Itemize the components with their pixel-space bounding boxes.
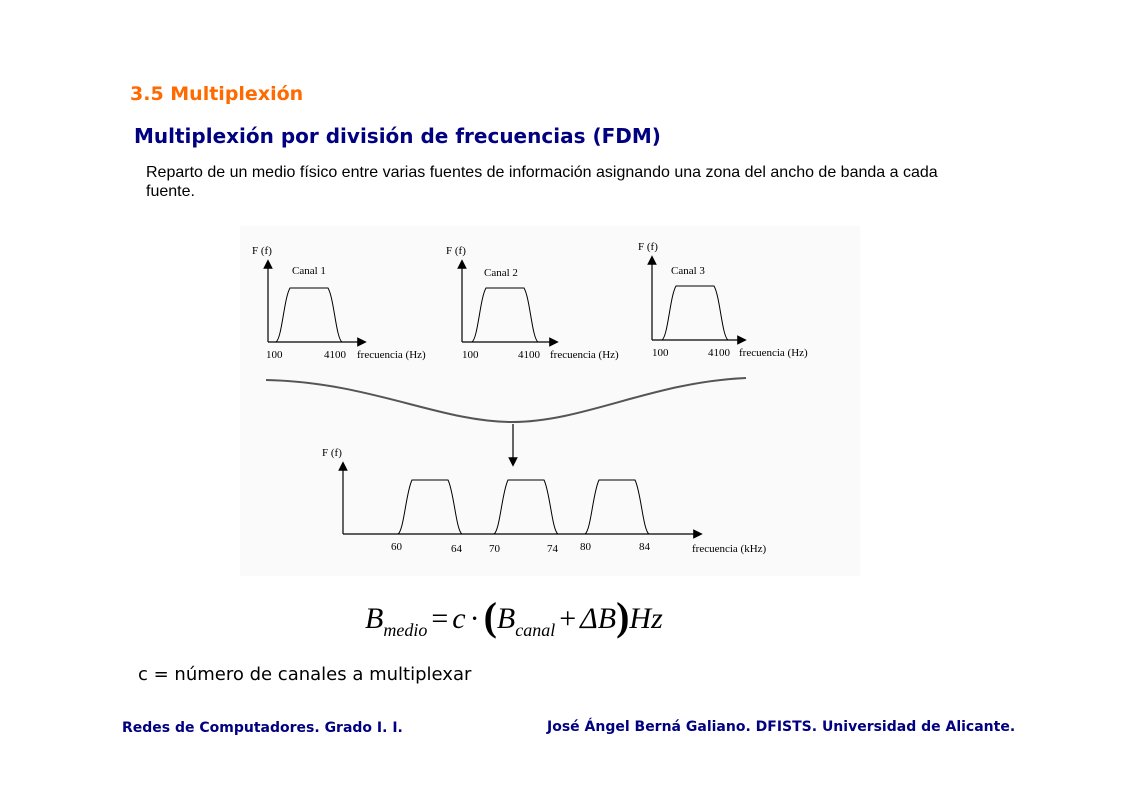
formula-lhs-sub: medio: [383, 620, 428, 640]
combined-tick-74: 74: [547, 543, 558, 555]
channel-count-note: c = número de canales a multiplexar: [138, 664, 472, 685]
formula-open-paren: (: [483, 594, 497, 639]
channel-1-axis-label: F (f): [252, 245, 272, 257]
channel-3-axis-label: F (f): [638, 241, 658, 253]
formula-b: B: [496, 602, 516, 635]
formula-delta: ΔB: [580, 602, 617, 635]
channel-3-low: 100: [652, 347, 669, 359]
channel-1-label: Canal 1: [292, 265, 326, 277]
channel-2-low: 100: [462, 349, 479, 361]
intro-text: Reparto de un medio físico entre varias fuentes de información asignando una zona del ancho de banda a cada fuente.: [146, 164, 938, 200]
footer-author: José Ángel Berná Galiano. DFISTS. Universidad de Alicante.: [547, 719, 1016, 735]
channel-2-unit: frecuencia (Hz): [550, 349, 619, 361]
combined-tick-64: 64: [451, 543, 462, 555]
section-title: 3.5 Multiplexión: [130, 83, 304, 105]
combined-tick-80: 80: [580, 541, 591, 553]
combined-tick-70: 70: [489, 543, 500, 555]
formula-close-paren: ): [616, 594, 630, 639]
channel-2-label: Canal 2: [484, 267, 518, 279]
channel-1-unit: frecuencia (Hz): [357, 349, 426, 361]
combined-unit: frecuencia (kHz): [692, 543, 767, 555]
formula-b-sub: canal: [515, 620, 556, 640]
channel-1-low: 100: [266, 349, 283, 361]
channel-3-plot: [638, 241, 808, 359]
formula-lhs: B: [365, 602, 384, 635]
multiplex-funnel-curve: [266, 378, 746, 422]
formula-dot: ·: [469, 602, 480, 635]
combined-axis-label: F (f): [322, 447, 342, 459]
channel-2-high: 4100: [518, 349, 540, 361]
channel-1-high: 4100: [324, 349, 346, 361]
formula-c: c: [452, 602, 466, 635]
slide-subtitle: Multiplexión por división de frecuencias (FDM): [134, 124, 661, 148]
formula-plus: +: [559, 602, 577, 635]
bandwidth-formula: [365, 591, 663, 641]
formula-equals: =: [431, 602, 449, 635]
channel-3-high: 4100: [708, 347, 730, 359]
combined-plot: [322, 447, 767, 555]
channel-3-label: Canal 3: [671, 265, 705, 277]
combined-tick-60: 60: [391, 541, 402, 553]
channel-2-axis-label: F (f): [446, 245, 466, 257]
channel-3-unit: frecuencia (Hz): [739, 347, 808, 359]
footer-course: Redes de Computadores. Grado I. I.: [122, 720, 403, 736]
formula-unit: Hz: [629, 602, 663, 635]
channel-1-plot: [252, 245, 426, 361]
combined-tick-84: 84: [639, 541, 650, 553]
fdm-diagram-svg: [240, 226, 860, 576]
fdm-diagram: [240, 226, 860, 576]
channel-2-plot: [446, 245, 619, 361]
